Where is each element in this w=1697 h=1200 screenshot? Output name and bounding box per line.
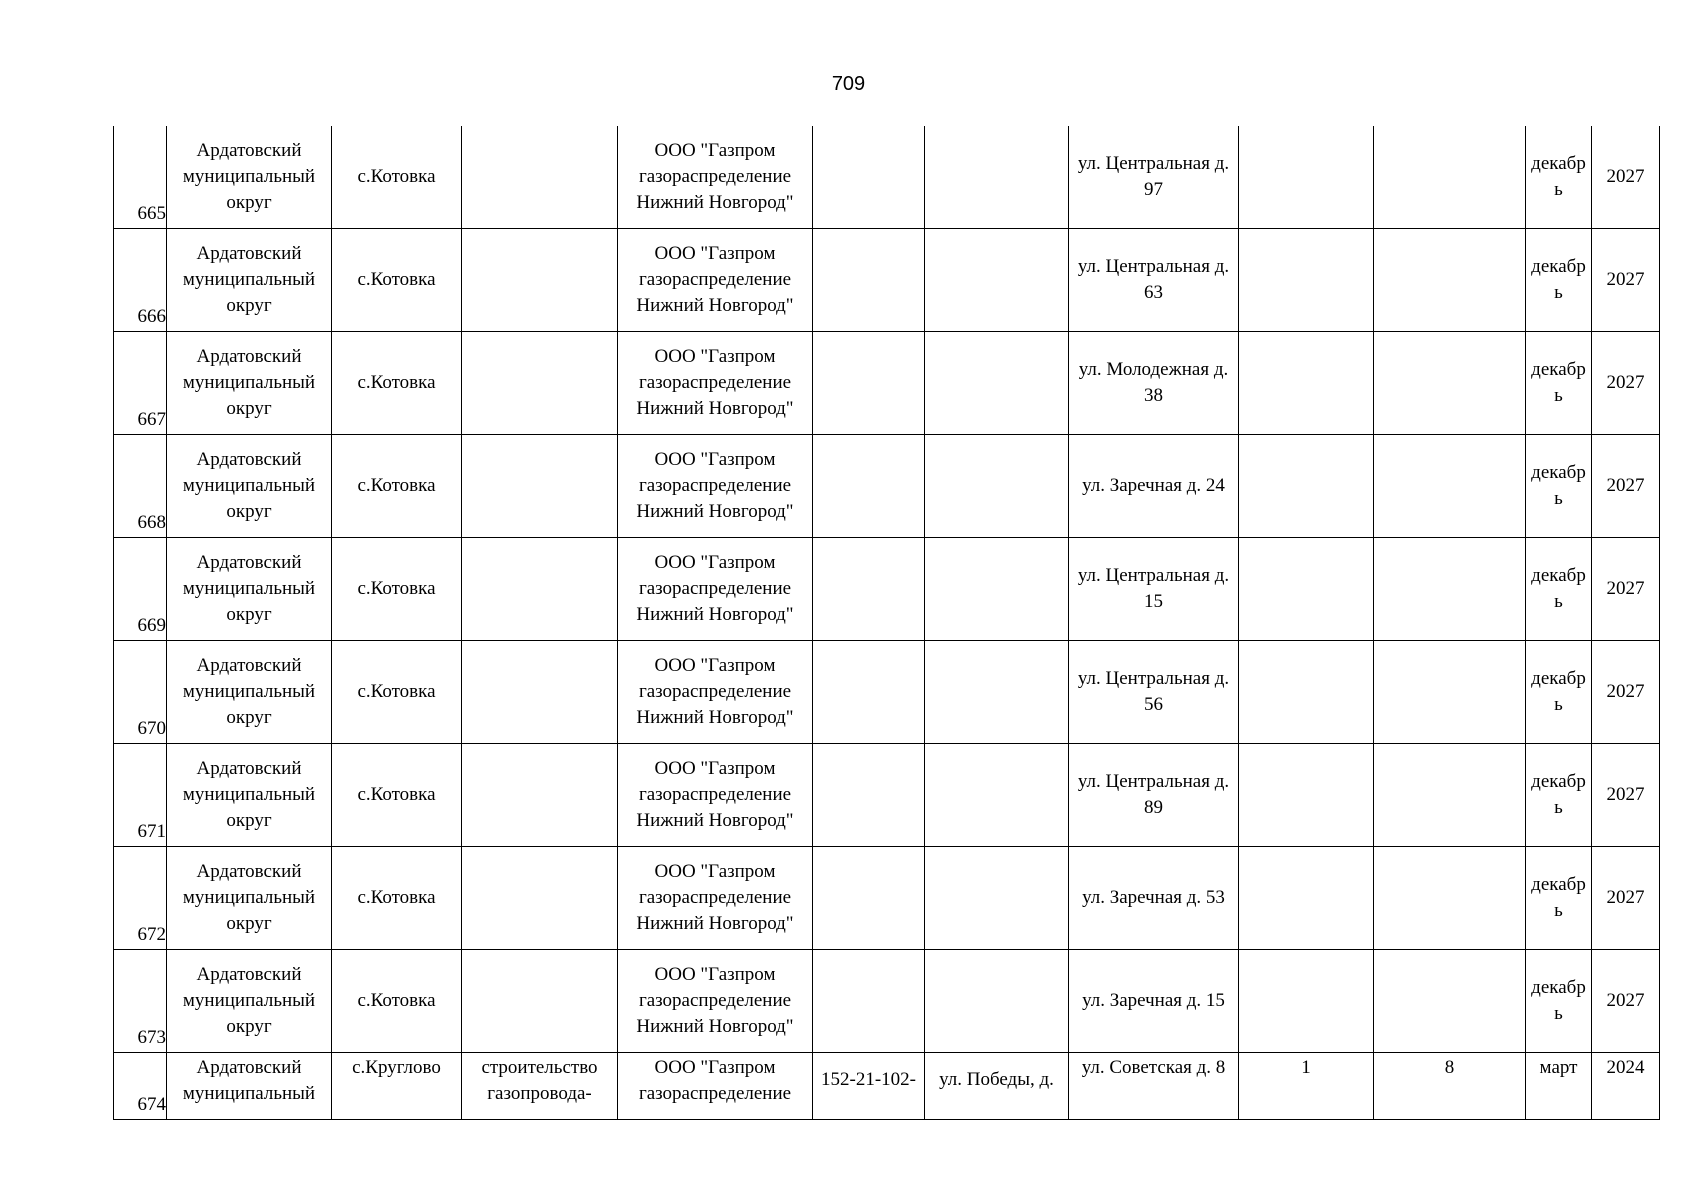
route-cell: [925, 744, 1069, 847]
row-number: 669: [114, 538, 167, 641]
code-cell: [813, 744, 925, 847]
table-row: [114, 1053, 1660, 1120]
month-text-line-1: декабр: [1531, 256, 1586, 277]
work-type-cell: [462, 332, 618, 435]
organization-cell: ООО "Газпром газораспределение Нижний Новгород": [618, 950, 813, 1053]
table-row: [114, 641, 1660, 744]
code-cell: [813, 332, 925, 435]
year-cell: 2027: [1592, 229, 1660, 332]
work-type-cell: [462, 538, 618, 641]
address-cell: ул. Заречная д. 24: [1069, 435, 1239, 538]
year-cell: 2027: [1592, 435, 1660, 538]
route-cell: [925, 538, 1069, 641]
month-text-line-1: декабр: [1531, 977, 1586, 998]
row-number: 665: [114, 126, 167, 229]
quantity-cell: [1239, 435, 1374, 538]
quantity-cell: [1239, 126, 1374, 229]
code-cell: [813, 847, 925, 950]
settlement-cell: с.Котовка: [332, 744, 462, 847]
district-cell: Ардатовский муниципальный округ: [167, 641, 332, 744]
count-cell: [1374, 126, 1526, 229]
organization-cell: ООО "Газпром газораспределение Нижний Новгород": [618, 847, 813, 950]
month-cell: [1526, 435, 1592, 538]
district-cell: Ардатовский муниципальный округ: [167, 847, 332, 950]
month-text-line-2: ь: [1554, 179, 1563, 200]
year-cell: 2027: [1592, 332, 1660, 435]
work-type-cell: [462, 950, 618, 1053]
district-cell: Ардатовский муниципальный округ: [167, 435, 332, 538]
settlement-cell: с.Котовка: [332, 847, 462, 950]
settlement-cell: с.Котовка: [332, 332, 462, 435]
month-text-line-2: ь: [1554, 797, 1563, 818]
month-cell: [1526, 126, 1592, 229]
table-row: [114, 744, 1660, 847]
month-text-line-1: декабр: [1531, 153, 1586, 174]
month-cell: [1526, 950, 1592, 1053]
count-cell: [1374, 435, 1526, 538]
organization-cell: ООО "Газпром газораспределение Нижний Новгород": [618, 641, 813, 744]
address-cell: ул. Центральная д. 63: [1069, 229, 1239, 332]
route-cell: [925, 435, 1069, 538]
organization-cell: ООО "Газпром газораспределение Нижний Новгород": [618, 332, 813, 435]
settlement-cell: с.Котовка: [332, 229, 462, 332]
code-cell: [813, 950, 925, 1053]
count-cell: [1374, 538, 1526, 641]
table-row: [114, 950, 1660, 1053]
row-number: 666: [114, 229, 167, 332]
code-cell: [813, 229, 925, 332]
district-cell: Ардатовский муниципальный округ: [167, 229, 332, 332]
route-cell: ул. Победы, д.: [925, 1053, 1069, 1120]
month-text-line-2: ь: [1554, 1003, 1563, 1024]
table-row: [114, 229, 1660, 332]
month-cell: [1526, 847, 1592, 950]
year-cell: 2027: [1592, 744, 1660, 847]
settlement-cell: с.Котовка: [332, 950, 462, 1053]
month-cell: [1526, 332, 1592, 435]
count-cell: [1374, 744, 1526, 847]
month-text-line-2: ь: [1554, 282, 1563, 303]
address-cell: ул. Молодежная д. 38: [1069, 332, 1239, 435]
organization-cell: ООО "Газпром газораспределение Нижний Новгород": [618, 126, 813, 229]
month-text-line-1: декабр: [1531, 771, 1586, 792]
table-row: [114, 847, 1660, 950]
work-type-cell: [462, 126, 618, 229]
quantity-cell: [1239, 332, 1374, 435]
address-cell: ул. Заречная д. 53: [1069, 847, 1239, 950]
address-cell: ул. Центральная д. 15: [1069, 538, 1239, 641]
table-row: [114, 332, 1660, 435]
row-number: 671: [114, 744, 167, 847]
organization-cell: ООО "Газпром газораспределение Нижний Новгород": [618, 229, 813, 332]
month-text-line-1: декабр: [1531, 668, 1586, 689]
table-row: [114, 435, 1660, 538]
organization-cell: ООО "Газпром газораспределение: [618, 1053, 813, 1120]
year-cell: 2027: [1592, 126, 1660, 229]
month-cell: [1526, 229, 1592, 332]
route-cell: [925, 126, 1069, 229]
district-cell: Ардатовский муниципальный округ: [167, 744, 332, 847]
work-type-cell: [462, 847, 618, 950]
route-cell: [925, 847, 1069, 950]
month-text-line-1: декабр: [1531, 874, 1586, 895]
code-cell: [813, 126, 925, 229]
organization-cell: ООО "Газпром газораспределение Нижний Новгород": [618, 744, 813, 847]
work-type-cell: [462, 641, 618, 744]
district-cell: Ардатовский муниципальный округ: [167, 126, 332, 229]
month-text-line-1: декабр: [1531, 462, 1586, 483]
address-cell: ул. Центральная д. 97: [1069, 126, 1239, 229]
month-text-line-1: декабр: [1531, 359, 1586, 380]
quantity-cell: [1239, 538, 1374, 641]
year-cell: 2024: [1592, 1053, 1660, 1120]
route-cell: [925, 332, 1069, 435]
count-cell: 8: [1374, 1053, 1526, 1120]
month-text-line-1: декабр: [1531, 565, 1586, 586]
table-row: [114, 126, 1660, 229]
count-cell: [1374, 950, 1526, 1053]
row-number: 672: [114, 847, 167, 950]
month-cell: [1526, 538, 1592, 641]
count-cell: [1374, 229, 1526, 332]
year-cell: 2027: [1592, 950, 1660, 1053]
route-cell: [925, 950, 1069, 1053]
route-cell: [925, 641, 1069, 744]
row-number: 670: [114, 641, 167, 744]
code-cell: 152-21-102-: [813, 1053, 925, 1120]
settlement-cell: с.Круглово: [332, 1053, 462, 1120]
settlement-cell: с.Котовка: [332, 126, 462, 229]
settlement-cell: с.Котовка: [332, 538, 462, 641]
row-number: 673: [114, 950, 167, 1053]
code-cell: [813, 641, 925, 744]
quantity-cell: [1239, 950, 1374, 1053]
work-type-cell: [462, 744, 618, 847]
month-text-line-2: ь: [1554, 385, 1563, 406]
address-cell: ул. Советская д. 8: [1069, 1053, 1239, 1120]
count-cell: [1374, 641, 1526, 744]
organization-cell: ООО "Газпром газораспределение Нижний Новгород": [618, 538, 813, 641]
organization-cell: ООО "Газпром газораспределение Нижний Новгород": [618, 435, 813, 538]
work-type-cell: [462, 435, 618, 538]
district-cell: Ардатовский муниципальный округ: [167, 950, 332, 1053]
work-type-cell: строительство газопровода-: [462, 1053, 618, 1120]
row-number: 667: [114, 332, 167, 435]
row-number: 674: [114, 1053, 167, 1120]
code-cell: [813, 538, 925, 641]
address-cell: ул. Центральная д. 56: [1069, 641, 1239, 744]
month-text-line-2: ь: [1554, 488, 1563, 509]
count-cell: [1374, 332, 1526, 435]
month-cell: март: [1526, 1053, 1592, 1120]
quantity-cell: 1: [1239, 1053, 1374, 1120]
registry-table: [113, 126, 1660, 1120]
year-cell: 2027: [1592, 641, 1660, 744]
quantity-cell: [1239, 744, 1374, 847]
code-cell: [813, 435, 925, 538]
settlement-cell: с.Котовка: [332, 435, 462, 538]
year-cell: 2027: [1592, 847, 1660, 950]
quantity-cell: [1239, 229, 1374, 332]
month-text-line-2: ь: [1554, 591, 1563, 612]
route-cell: [925, 229, 1069, 332]
district-cell: Ардатовский муниципальный округ: [167, 538, 332, 641]
settlement-cell: с.Котовка: [332, 641, 462, 744]
district-cell: Ардатовский муниципальный округ: [167, 332, 332, 435]
district-cell: Ардатовский муниципальный: [167, 1053, 332, 1120]
quantity-cell: [1239, 847, 1374, 950]
work-type-cell: [462, 229, 618, 332]
quantity-cell: [1239, 641, 1374, 744]
row-number: 668: [114, 435, 167, 538]
address-cell: ул. Заречная д. 15: [1069, 950, 1239, 1053]
month-cell: [1526, 744, 1592, 847]
year-cell: 2027: [1592, 538, 1660, 641]
table-row: [114, 538, 1660, 641]
address-cell: ул. Центральная д. 89: [1069, 744, 1239, 847]
page-number: 709: [831, 73, 866, 95]
count-cell: [1374, 847, 1526, 950]
month-cell: [1526, 641, 1592, 744]
month-text-line-2: ь: [1554, 694, 1563, 715]
month-text-line-2: ь: [1554, 900, 1563, 921]
